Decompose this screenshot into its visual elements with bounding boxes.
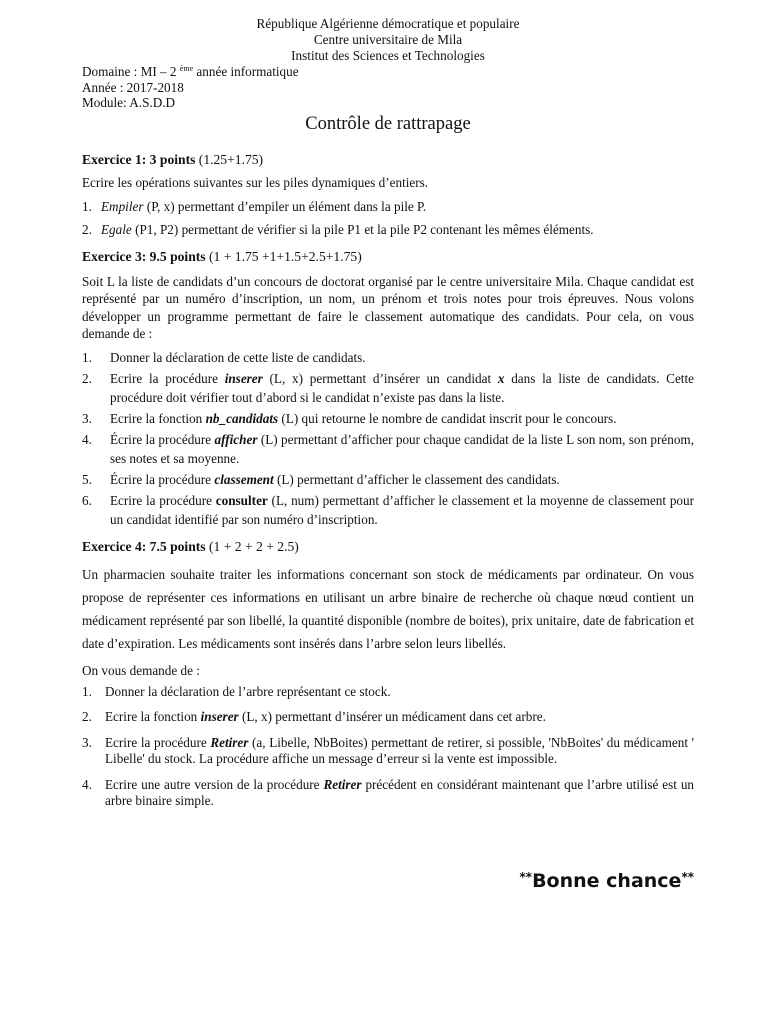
header-line-university: Centre universitaire de Mila bbox=[313, 32, 463, 47]
exercise-4 bbox=[82, 539, 694, 810]
page-title: Contrôle de rattrapage bbox=[305, 113, 471, 134]
domaine-line: Domaine : MI – 2 $^{ème}$ année informatique bbox=[82, 64, 299, 79]
exam-page bbox=[82, 16, 694, 810]
exercise-4-heading: Exercice 4: 7.5 points (1 + 2 + 2 + 2.5) bbox=[82, 538, 299, 554]
exercise-1-intro: Ecrire les opérations suivantes sur les piles dynamiques d’entiers. bbox=[82, 175, 429, 191]
header-line-republic: République Algérienne démocratique et populaire bbox=[256, 16, 520, 31]
list-item: 2. Ecrire la fonction inserer (L, x) permettant d’insérer un médicament dans cet arbre. bbox=[82, 709, 546, 725]
course-info bbox=[82, 64, 694, 111]
list-item: 4. Écrire la procédure afficher (L) permettant d’afficher pour chaque candidat de la liste L son nom, son prénom, ses notes et sa moyenne. bbox=[82, 431, 694, 466]
list-item: 1. Donner la déclaration de l’arbre représentant ce stock. bbox=[82, 683, 391, 699]
exercise-3-heading: Exercice 3: 9.5 points (1 + 1.75 +1+1.5+2.5+1.75) bbox=[82, 248, 362, 264]
closing-message: **Bonne chance** bbox=[519, 870, 694, 892]
list-item: 3. Ecrire la procédure Retirer (a, Libelle, NbBoites) permettant de retirer, si possible, 'NbBoites' du médicament ' Libelle' du stock. La procédure affiche un message d’erreur si la vente est impossible. bbox=[82, 734, 694, 767]
exercise-1-heading: Exercice 1: 3 points (1.25+1.75) bbox=[82, 151, 264, 167]
institution-header bbox=[82, 16, 694, 64]
list-item: 1. Empiler (P, x) permettant d’empiler un élément dans la pile P. bbox=[82, 198, 427, 214]
list-item: 4. Ecrire une autre version de la procédure Retirer précédent en considérant maintenant que l’arbre utilisé est un arbre binaire simple. bbox=[82, 776, 695, 809]
list-item: 2. Egale (P1, P2) permettant de vérifier si la pile P1 et la pile P2 contenant les mêmes éléments. bbox=[82, 222, 594, 238]
exercise-3 bbox=[82, 249, 694, 529]
list-item: 2. Ecrire la procédure inserer (L, x) permettant d’insérer un candidat x dans la liste de candidats. Cette procédure doit vérifier tout d’abord si le candidat n’existe pas dans la liste. bbox=[82, 370, 694, 405]
list-item: 1. Donner la déclaration de cette liste de candidats. bbox=[82, 349, 366, 365]
exercise-4-intro: Un pharmacien souhaite traiter les informations concernant son stock de médicaments par ordinateur. On vous propose de représenter ces informations en utilisant un arbre binaire de recherche où chaque nœud contient un médicament représenté par son libellé, la quantité disponible (nombre de boites), prix unitaire, date de fabrication et date d’expiration. Les médicaments sont insérés dans l’arbre selon leurs libellés. bbox=[82, 566, 694, 651]
header-line-institute: Institut des Sciences et Technologies bbox=[291, 48, 485, 63]
list-item: 3. Ecrire la fonction nb_candidats (L) qui retourne le nombre de candidat inscrit pour le concours. bbox=[82, 410, 617, 426]
annee-line: Année : 2017-2018 bbox=[82, 79, 184, 95]
module-line: Module: A.S.D.D bbox=[82, 95, 176, 110]
exercise-4-ask: On vous demande de : bbox=[82, 662, 200, 678]
exercise-3-intro: Soit L la liste de candidats d’un concours de doctorat organisé par le centre universitaire Mila. Chaque candidat est représenté par un numéro d’inscription, un nom, un prénom et trois notes pour trois épreuves. Nous volons développer un programme permettant de faire le classement automatique des candidats. Pour cela, on vous demande de : bbox=[82, 273, 694, 342]
list-item: 5. Écrire la procédure classement (L) permettant d’afficher le classement des candidats. bbox=[82, 471, 560, 487]
list-item: 6. Ecrire la procédure consulter (L, num) permettant d’afficher le classement et la moyenne de classement pour un candidat identifié par son numéro d’inscription. bbox=[82, 492, 694, 527]
exercise-1 bbox=[82, 152, 694, 239]
